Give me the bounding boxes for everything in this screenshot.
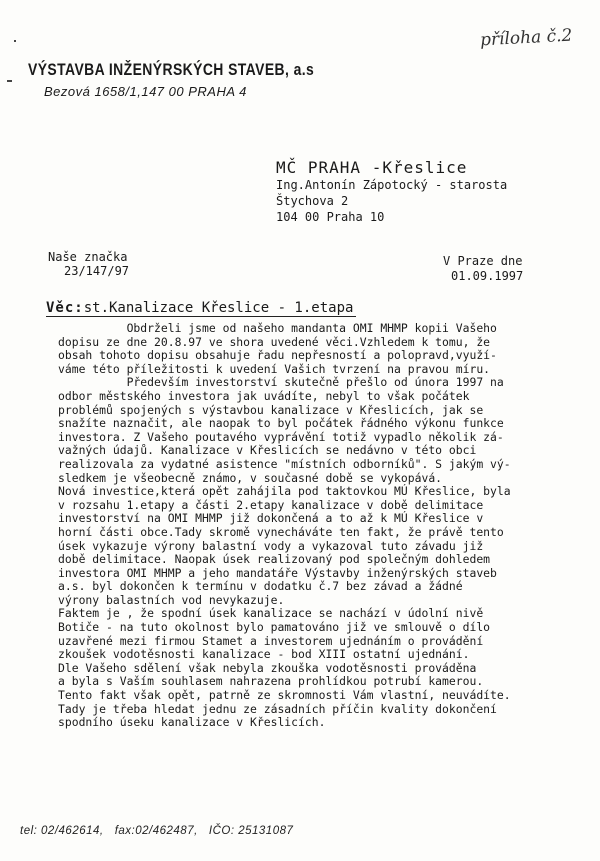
subject-underline: [46, 316, 356, 317]
recipient-contact: Ing.Antonín Zápotocký - starosta: [276, 178, 508, 192]
reference-value: 23/147/97: [64, 264, 130, 278]
body-line: horní části obce.Tady skromě vynecháváte ten fakt, že právě tento: [58, 524, 504, 539]
body-line: obsah tohoto dopisu obsahuje řadu nepřesností a polopravd,využí-: [58, 348, 497, 363]
subject-line: [46, 300, 353, 316]
body-line: investora. Z Vašeho poutavého vyprávění totiž vypadlo několik zá-: [58, 429, 504, 444]
body-line: a.s. byl dokončen k termínu v dodatku č.7 bez závad a žádné: [58, 579, 463, 594]
body-line: odbor městského investora jak uvádíte, nebyl to však počátek: [58, 388, 470, 403]
body-line: Především investorství skutečně přešlo od února 1997 na: [58, 375, 504, 390]
body-line: snažíte naznačit, ale naopak to byl počátek řádného výkonu funkce: [58, 416, 504, 431]
body-line: spodního úseku kanalizace v Křeslicích.: [58, 715, 326, 730]
body-line: investorství na OMI MHMP již dokončená a to až k MÚ Křeslice v: [58, 511, 484, 526]
body-line: v rozsahu 1.etapy a části 2.etapy kanalizace v době delimitace: [58, 497, 484, 512]
body-line: Tento fakt však opět, patrně ze skromnosti Vám vlastní, neuvádíte.: [58, 688, 511, 703]
reference-label: Naše značka: [48, 250, 128, 264]
body-line: době delimitace. Naopak úsek realizovaný pod společným dohledem: [58, 552, 491, 567]
body-line: Dle Vašeho sdělení však nebyla zkouška vodotěsnosti prováděna: [58, 660, 477, 675]
body-line: realizovala za vydatné asistence "místních odborníků". S jakým vý-: [58, 456, 511, 471]
body-line: investora OMI MHMP a jeho mandatáře Výstavby inženýrských staveb: [58, 565, 497, 580]
body-line: zkoušek vodotěsnosti kanalizace - bod XIII ostatní ujednání.: [58, 647, 470, 662]
body-line: výrony balastních vod nevykazuje.: [58, 592, 285, 607]
letter-body: [58, 322, 558, 730]
body-line: problémů spojených s výstavbou kanalizace v Křeslicích, jak se: [58, 402, 484, 417]
body-line: váme této příležitosti k uvedení Vašich tvrzení na pravou míru.: [58, 361, 491, 376]
scan-mark: [14, 40, 16, 42]
sender-company: VÝSTAVBA INŽENÝRSKÝCH STAVEB, a.s: [28, 60, 315, 79]
recipient-city: 104 00 Praha 10: [276, 210, 385, 224]
sender-address: Bezová 1658/1,147 00 PRAHA 4: [44, 84, 247, 99]
body-line: dopisu ze dne 20.8.97 ve shora uvedené věci.Vzhledem k tomu, že: [58, 334, 491, 349]
subject-label: Věc:: [46, 300, 84, 316]
subject-text: st.Kanalizace Křeslice - 1.etapa: [83, 300, 354, 316]
recipient-name: MČ PRAHA -Křeslice: [276, 158, 468, 177]
place-label: V Praze dne: [443, 254, 523, 268]
footer-fax: fax:02/462487,: [114, 825, 198, 837]
letter-date: 01.09.1997: [451, 269, 524, 283]
recipient-block: [276, 158, 507, 225]
body-line: važných údajů. Kanalizace v Křeslicích se nedávno v této obci: [58, 443, 477, 458]
body-line: sledkem je všeobecně známo, v současné době se vykopává.: [58, 470, 443, 485]
body-line: Nová investice,která opět zahájila pod taktovkou MÚ Křeslice, byla: [58, 484, 511, 499]
handwritten-note: příloha č.2: [479, 25, 573, 51]
body-line: Obdrželi jsme od našeho mandanta OMI MHMP kopii Vašeho: [58, 321, 497, 335]
body-line: úsek vykazuje výrony balastní vody a vykazoval tuto závadu již: [58, 538, 484, 553]
body-line: Tady je třeba hledat jednu ze zásadních příčin kvality dokončení: [58, 701, 497, 716]
body-line: uzavřené mezi firmou Stamet a investorem ujednáním o provádění: [58, 633, 484, 648]
body-line: a byla s Vaším souhlasem nahrazena prohlídkou potrubí kamerou.: [58, 674, 484, 689]
footer-contacts: [20, 825, 293, 837]
footer-tel: tel: 02/462614,: [20, 825, 104, 837]
body-line: Botiče - na tuto okolnost bylo pamatováno již ve smlouvě o dílo: [58, 620, 491, 635]
recipient-street: Štychova 2: [276, 194, 349, 208]
footer-ico: IČO: 25131087: [208, 825, 294, 837]
body-line: Faktem je , že spodní úsek kanalizace se nachází v údolní nivě: [58, 606, 484, 621]
scan-mark: [7, 80, 12, 82]
